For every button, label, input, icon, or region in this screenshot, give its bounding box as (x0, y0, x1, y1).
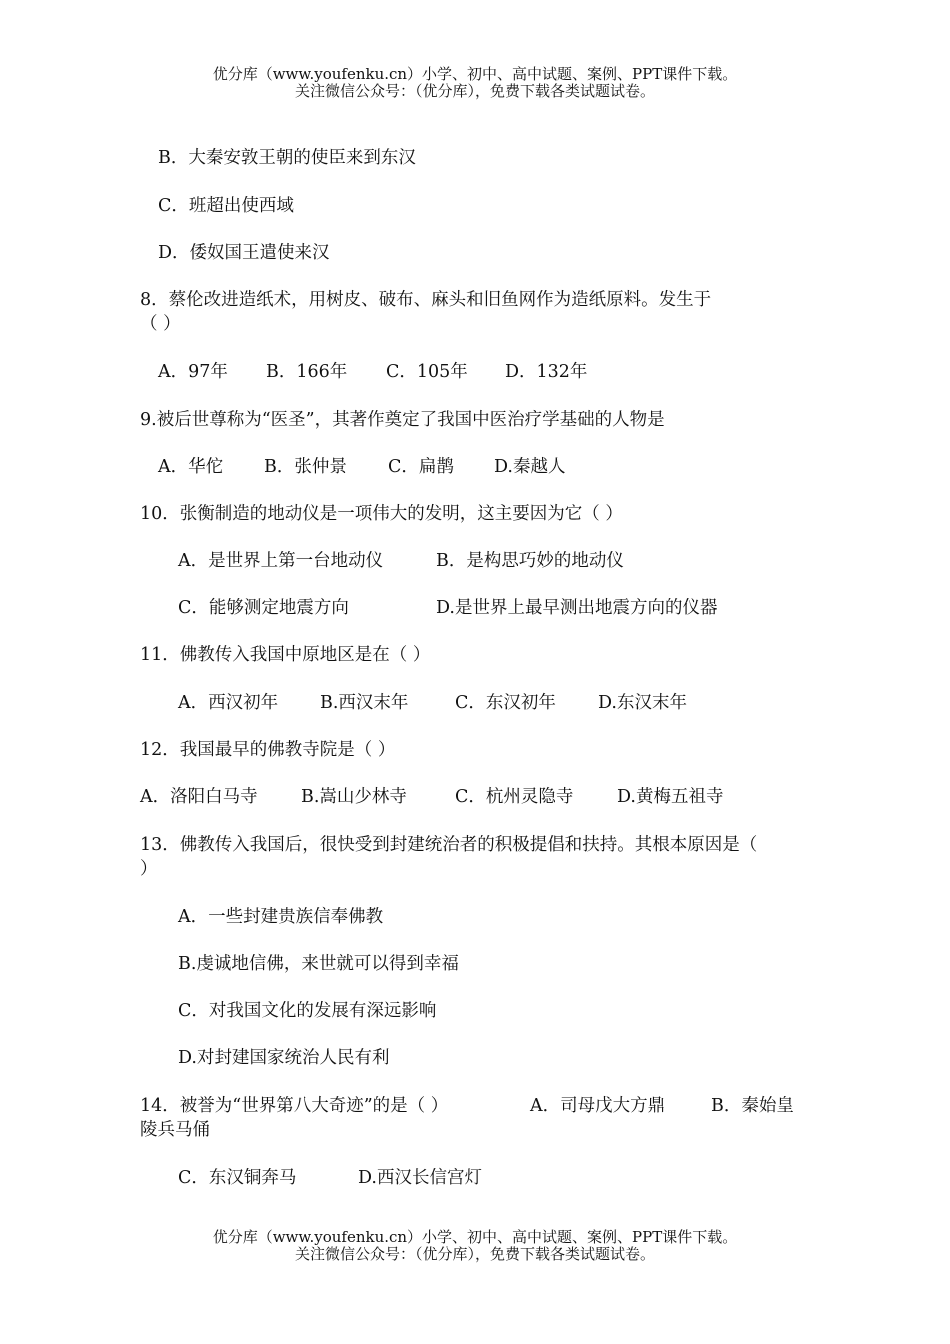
q14-stem-line-1: 14．被誉为“世界第八大奇迹”的是（ ） (140, 1096, 449, 1116)
q9-option-d: D.秦越人 (494, 457, 566, 477)
q10-option-d: D.是世界上最早测出地震方向的仪器 (436, 598, 718, 618)
q8-option-b: B．166年 (266, 362, 348, 382)
q14-option-d: D.西汉长信宫灯 (358, 1168, 482, 1188)
q8-option-c: C．105年 (386, 362, 468, 382)
q12-option-a: A．洛阳白马寺 (140, 787, 258, 807)
q10-option-c: C．能够测定地震方向 (178, 598, 349, 618)
q14-stem-line-2: 陵兵马俑 (140, 1120, 210, 1140)
q11-option-a: A．西汉初年 (178, 693, 279, 713)
q13-option-d: D.对封建国家统治人民有利 (178, 1048, 390, 1068)
header-line-2: 关注微信公众号：（优分库），免费下载各类试题试卷。 (294, 82, 655, 100)
q7-option-d: D．倭奴国王遣使来汉 (158, 243, 330, 263)
q12-option-c: C．杭州灵隐寺 (455, 787, 574, 807)
footer-line-2: 关注微信公众号：（优分库），免费下载各类试题试卷。 (294, 1245, 655, 1263)
q8-option-a: A．97年 (158, 362, 228, 382)
q12-option-d: D.黄梅五祖寺 (617, 787, 724, 807)
q13-option-a: A．一些封建贵族信奉佛教 (178, 907, 384, 927)
q12-option-b: B.嵩山少林寺 (301, 787, 407, 807)
footer-line-1: 优分库（www.youfenku.cn）小学、初中、高中试题、案例、PPT课件下载。 (212, 1228, 738, 1246)
page-footer (0, 1229, 950, 1263)
q7-option-c: C．班超出使西域 (158, 196, 294, 216)
q11-option-b: B.西汉末年 (320, 693, 409, 713)
q10-option-b: B．是构思巧妙的地动仪 (436, 551, 624, 571)
q8-stem-line-1: 8．蔡伦改进造纸术，用树皮、破布、麻头和旧鱼网作为造纸原料。发生于 (140, 290, 712, 310)
q10-stem: 10．张衡制造的地动仪是一项伟大的发明，这主要因为它（ ） (140, 504, 623, 524)
q10-option-a: A．是世界上第一台地动仪 (178, 551, 384, 571)
q14-option-c: C．东汉铜奔马 (178, 1168, 297, 1188)
q8-stem-line-2: （ ） (140, 314, 181, 334)
q14-option-b: B．秦始皇 (711, 1096, 794, 1116)
q13-option-b: B.虔诚地信佛，来世就可以得到幸福 (178, 954, 459, 974)
q9-option-a: A．华佗 (158, 457, 224, 477)
q8-option-d: D．132年 (505, 362, 588, 382)
q7-option-b: B．大秦安敦王朝的使臣来到东汉 (158, 148, 416, 168)
q13-stem-line-1: 13．佛教传入我国后，很快受到封建统治者的积极提倡和扶持。其根本原因是（ (140, 835, 758, 855)
q11-option-c: C．东汉初年 (455, 693, 556, 713)
q11-option-d: D.东汉末年 (598, 693, 687, 713)
q14-option-a: A．司母戊大方鼎 (530, 1096, 666, 1116)
q13-stem-line-2: ） (140, 859, 158, 879)
q12-stem: 12．我国最早的佛教寺院是（ ） (140, 740, 396, 760)
q13-option-c: C．对我国文化的发展有深远影响 (178, 1001, 437, 1021)
q9-option-b: B．张仲景 (264, 457, 347, 477)
q9-option-c: C．扁鹊 (388, 457, 454, 477)
page-header (0, 66, 950, 100)
q11-stem: 11．佛教传入我国中原地区是在（ ） (140, 645, 431, 665)
header-line-1: 优分库（www.youfenku.cn）小学、初中、高中试题、案例、PPT课件下载。 (212, 65, 738, 83)
q9-stem: 9.被后世尊称为“医圣”，其著作奠定了我国中医治疗学基础的人物是 (140, 410, 665, 430)
